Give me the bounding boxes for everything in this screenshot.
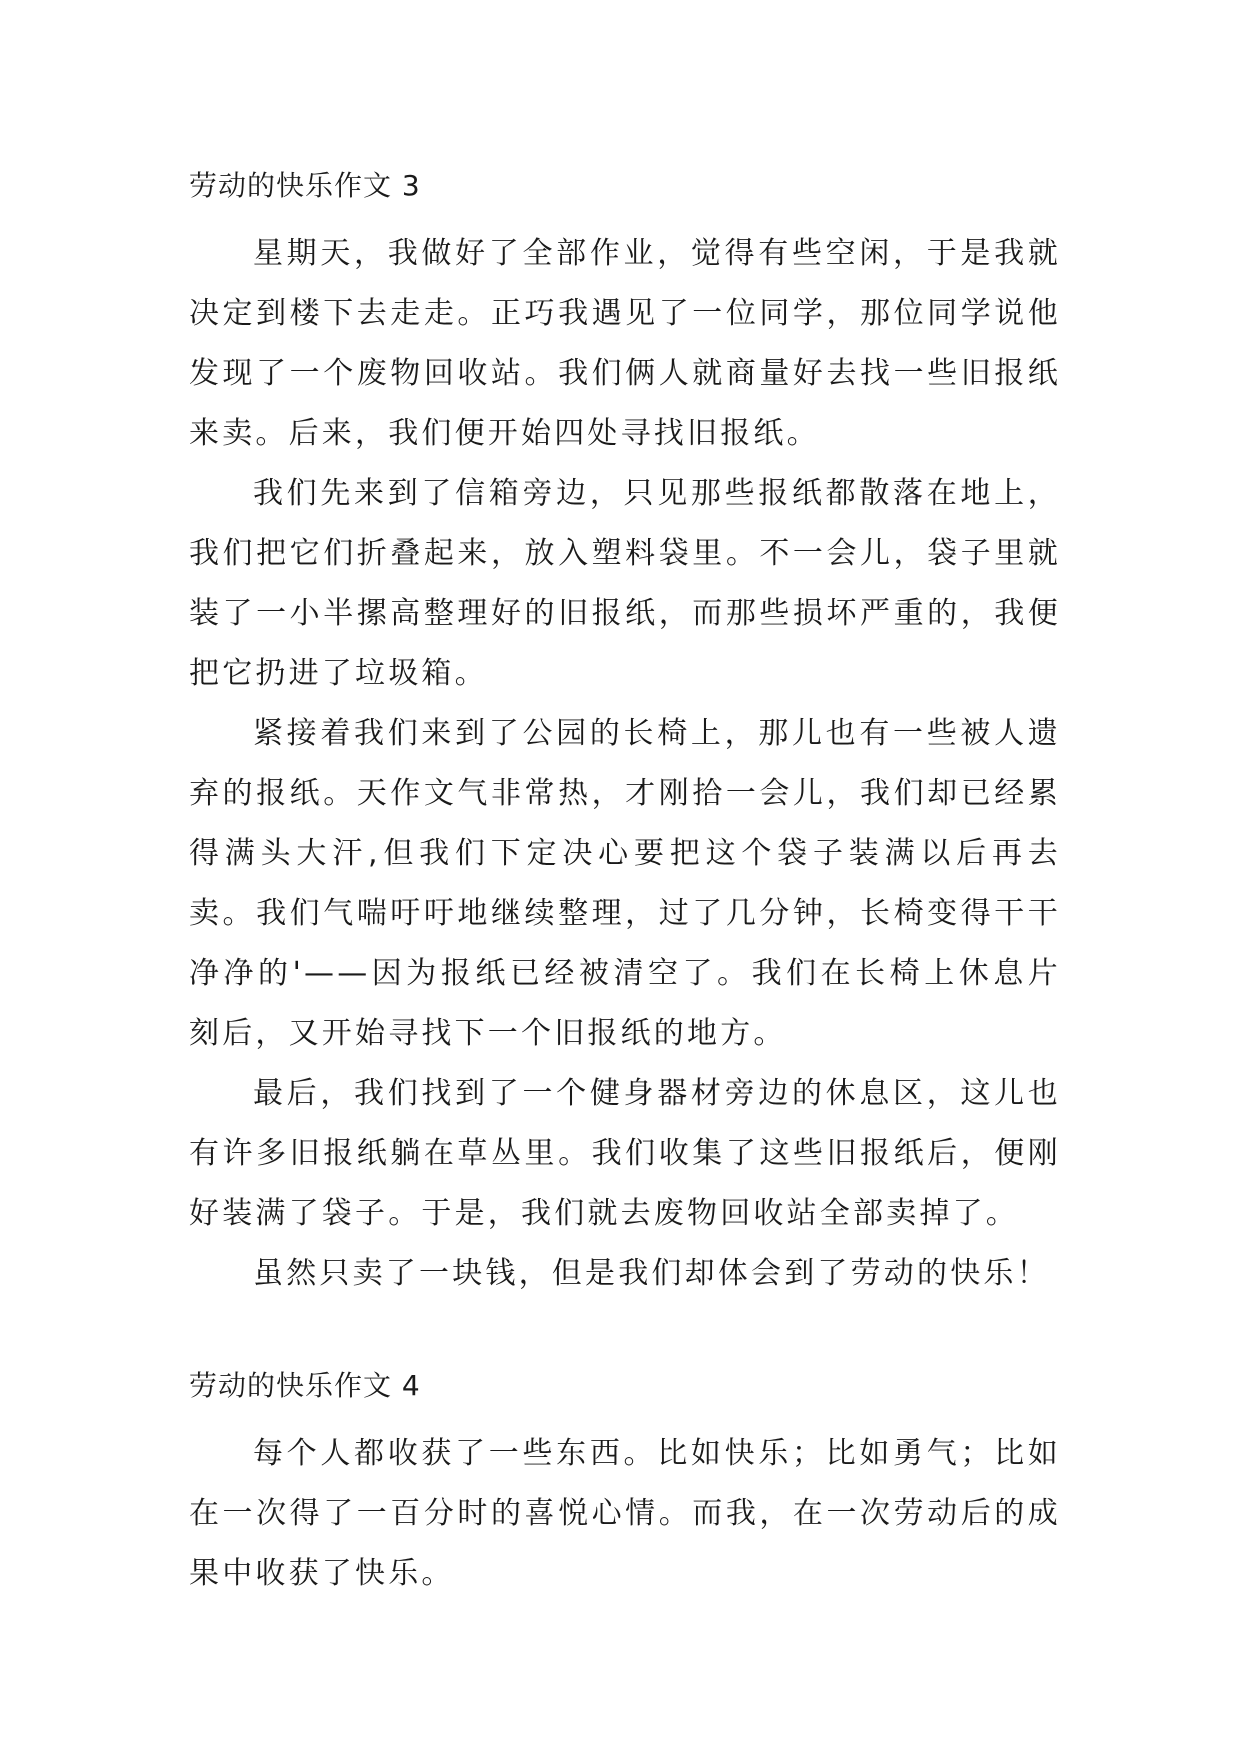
essay-paragraph: 星期天，我做好了全部作业，觉得有些空闲，于是我就决定到楼下去走走。正巧我遇见了一位同学，那位同学说他发现了一个废物回收站。我们俩人就商量好去找一些旧报纸来卖。后来，我们便开始四处寻找旧报纸。 [189, 236, 1061, 451]
essay-paragraph: 虽然只卖了一块钱，但是我们却体会到了劳动的快乐！ [253, 1256, 1050, 1291]
essay-paragraph: 每个人都收获了一些东西。比如快乐；比如勇气；比如在一次得了一百分时的喜悦心情。而我，在一次劳动后的成果中收获了快乐。 [189, 1436, 1061, 1591]
essay-section [189, 1360, 1061, 1604]
essay-section [189, 160, 1061, 1304]
essay-paragraph: 我们先来到了信箱旁边，只见那些报纸都散落在地上，我们把它们折叠起来，放入塑料袋里。不一会儿，袋子里就装了一小半摞高整理好的旧报纸，而那些损坏严重的，我便把它扔进了垃圾箱。 [189, 476, 1061, 691]
essay-paragraph: 紧接着我们来到了公园的长椅上，那儿也有一些被人遗弃的报纸。天作文气非常热，才刚拾一会儿，我们却已经累得满头大汗,但我们下定决心要把这个袋子装满以后再去卖。我们气喘吁吁地继续整理，过了几分钟，长椅变得干干净净的'——因为报纸已经被清空了。我们在长椅上休息片刻后，又开始寻找下一个旧报纸的地方。 [189, 716, 1061, 1051]
essay-title: 劳动的快乐作文 4 [189, 1369, 421, 1402]
document-body [189, 160, 1061, 1604]
essay-title: 劳动的快乐作文 3 [189, 169, 421, 202]
essay-paragraph: 最后，我们找到了一个健身器材旁边的休息区，这儿也有许多旧报纸躺在草丛里。我们收集了这些旧报纸后，便刚好装满了袋子。于是，我们就去废物回收站全部卖掉了。 [189, 1076, 1061, 1231]
